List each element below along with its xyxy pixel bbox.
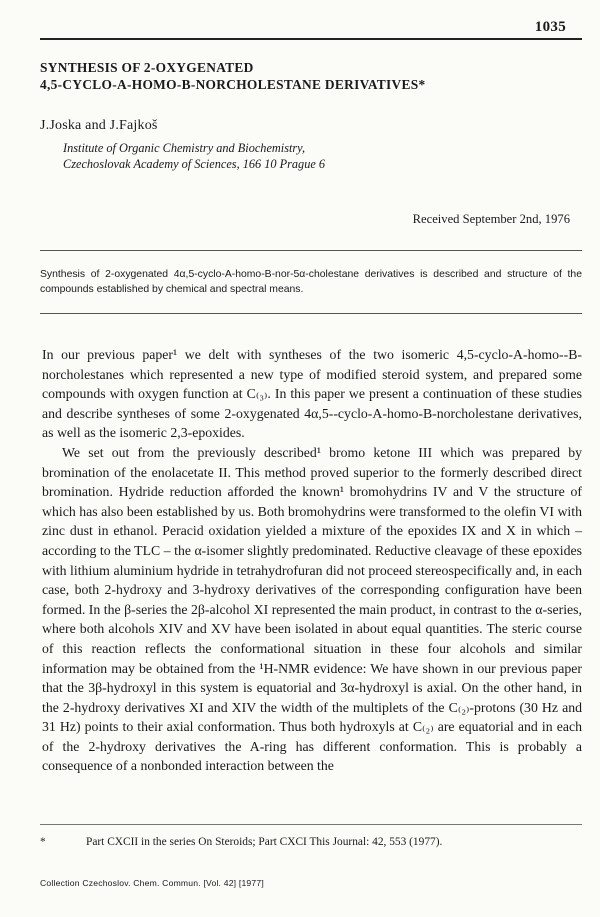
footnote (40, 836, 585, 848)
authors: J.Joska and J.Fajkoš (40, 118, 158, 133)
journal-citation: Collection Czechoslov. Chem. Commun. [Vol. 42] [1977] (40, 878, 264, 888)
abstract-top-rule (40, 250, 582, 251)
body-text (42, 345, 582, 776)
title-line-2: 4,5-CYCLO-A-HOMO-B-NORCHOLESTANE DERIVATIVES* (40, 77, 426, 92)
header-rule (40, 38, 582, 40)
article-title (40, 59, 585, 93)
footnote-rule (40, 824, 582, 825)
received-date: Received September 2nd, 1976 (412, 212, 570, 226)
affiliation-line-1: Institute of Organic Chemistry and Biochemistry, (63, 141, 306, 155)
paragraph-2: We set out from the previously described¹ bromo ketone III which was prepared by bromination of the enolacetate II. This method proved superior to the formerly described direct bromination. Hydride reduction afforded the known¹ bromohydrins IV and V the structure of which has also been established by us. Both bromohydrins were transformed to the olefin VI with zinc dust in ethanol. Peracid oxidation yielded a mixture of the epoxides IX and X in which – according to the TLC – the α-isomer slightly predominated. Reductive cleavage of these epoxides with lithium aluminium hydride in tetrahydrofuran did not proceed stereospecifically and, in each case, both 2-hydroxy and 3-hydroxy derivatives of the corresponding configuration have been formed. In the β-series the 2β-alcohol XI represented the main product, in contrast to the α-series, where both alcohols XIV and XV have been isolated in about equal quantities. The steric course of this reaction reflects the conformational situation in these four alcohols and similar information may be obtained from the ¹H-NMR evidence: We have shown in our previous paper that the 3β-hydroxyl in this system is equatorial and 3α-hydroxyl is axial. On the other hand, in the 2-hydroxy derivatives XI and XIV the width of the multiplets of the C₍₂₎-protons (30 Hz and 31 Hz) points to their axial conformation. Thus both hydroxyls at C₍₂₎ are equatorial and in each of the 2-hydroxy derivatives the A-ring has different conformation. This is probably a consequence of a nonbonded interaction between the (42, 444, 582, 774)
title-line-1: SYNTHESIS OF 2-OXYGENATED (40, 60, 254, 75)
page-number: 1035 (534, 19, 566, 35)
footnote-text: Part CXCII in the series On Steroids; Part CXCI This Journal: 42, 553 (1977). (86, 836, 443, 848)
paragraph-1: In our previous paper¹ we delt with syntheses of the two isomeric 4,5-cyclo-A-homo--B-norcholestanes which represented a new type of modified steroid system, and prepared some compounds with oxygen function at C₍₃₎. In this paper we present a continuation of these studies and describe syntheses of some 2-oxygenated 4α,5--cyclo-A-homo-B-norcholestane derivatives, as well as the isomeric 2,3-epoxides. (42, 347, 582, 441)
abstract: Synthesis of 2-oxygenated 4α,5-cyclo-A-homo-B-nor-5α-cholestane derivatives is described and structure of the compounds established by chemical and spectral means. (40, 269, 582, 295)
abstract-bottom-rule (40, 313, 582, 314)
affiliation-line-2: Czechoslovak Academy of Sciences, 166 10 Prague 6 (63, 157, 326, 171)
affiliation (63, 140, 563, 172)
footnote-mark: * (40, 836, 46, 848)
